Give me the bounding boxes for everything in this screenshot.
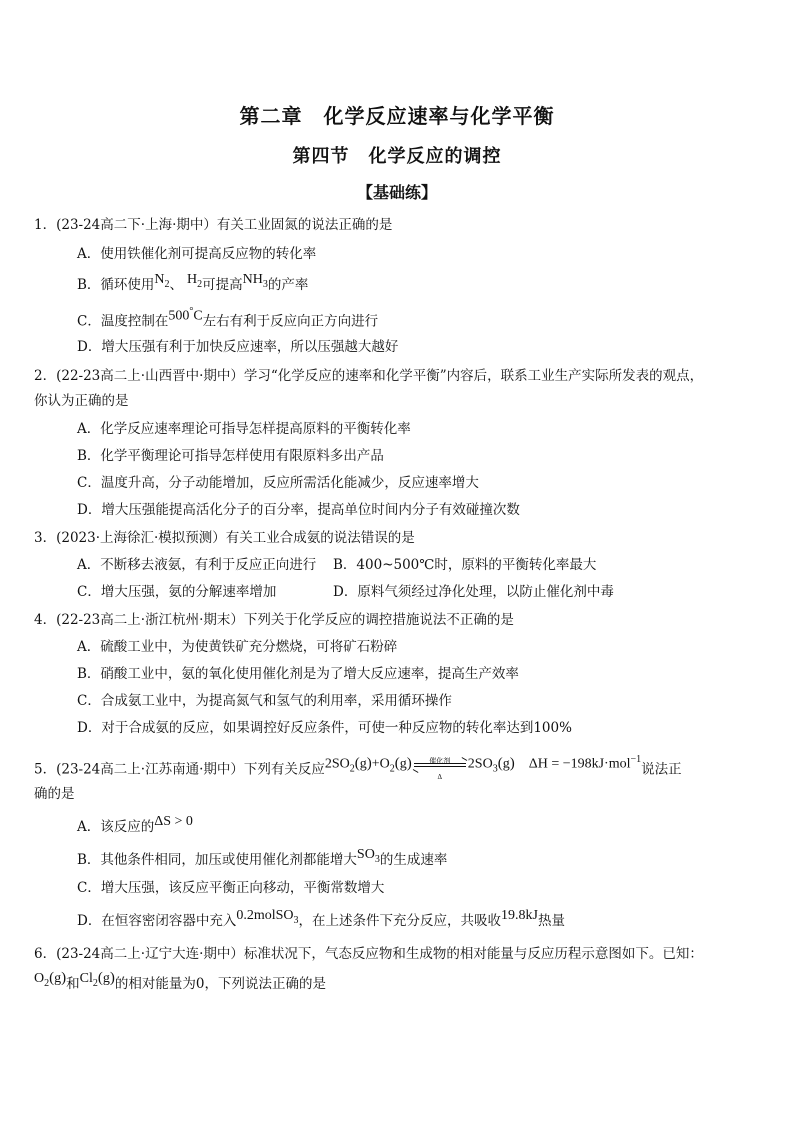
part-title: 【基础练】 (356, 183, 437, 202)
q2-option-d: D．增大压强能提高活化分子的百分率，提高单位时间内分子有效碰撞次数 (77, 502, 520, 518)
q4-option-d: D．对于合成氨的反应，如果调控好反应条件，可使一种反应物的转化率达到100% (77, 720, 572, 736)
q5-option-b: B．其他条件相同，加压或使用催化剂都能增大$SO_3$的生成速率 (77, 847, 448, 868)
q2-option-a: A．化学反应速率理论可指导怎样提高原料的平衡转化率 (77, 421, 411, 437)
q5-option-a: A．该反应的ΔS > 0 (77, 814, 193, 835)
equilibrium-arrow: 催化剂 Δ (412, 756, 468, 772)
q4-stem: 4．(22-23高二上·浙江杭州·期末）下列关于化学反应的调控措施说法不正确的是 (34, 612, 514, 628)
q2-option-b: B．化学平衡理论可指导怎样使用有限原料多出产品 (77, 448, 384, 464)
q6-stem-line2: $O_2(g)$和$Cl_2(g)$的相对能量为0，下列说法正确的是 (34, 970, 326, 992)
q2-option-c: C．温度升高，分子动能增加，反应所需活化能减少，反应速率增大 (77, 475, 479, 491)
q4-option-a: A．硫酸工业中，为使黄铁矿充分燃烧，可将矿石粉碎 (77, 639, 398, 655)
q6-stem-line1: 6．(23-24高二上·辽宁大连·期中）标准状况下，气态反应物和生成物的相对能量与反应历程示意图如下。已知： (34, 946, 703, 962)
q1-stem: 1．(23-24高二下·上海·期中）有关工业固氮的说法正确的是 (34, 217, 393, 233)
q3-stem: 3．(2023·上海徐汇·模拟预测）有关工业合成氨的说法错误的是 (34, 530, 415, 546)
q5-stem-line1: 5．(23-24高二上·江苏南通·期中）下列有关反应$2SO_2(g)+O_2(g)$ 催化剂 Δ $2SO_3(g)$ ΔH = −198kJ·mol$^{-1}$说法正 (34, 757, 682, 784)
q3-option-d: D．原料气须经过净化处理，以防止催化剂中毒 (333, 584, 614, 600)
q5-option-d: D．在恒容密闭容器中充入0.2molSO$_3$，在上述条件下充分反应，共吸收19.8kJ热量 (77, 908, 565, 929)
q4-option-c: C．合成氨工业中，为提高氮气和氢气的利用率，采用循环操作 (77, 693, 452, 709)
q3-option-c: C．增大压强，氨的分解速率增加 (77, 584, 277, 600)
q5-option-c: C．增大压强，该反应平衡正向移动，平衡常数增大 (77, 880, 385, 896)
q1-option-a: A．使用铁催化剂可提高反应物的转化率 (77, 246, 317, 262)
q1-option-c: C．温度控制在500°C左右有利于反应向正方向进行 (77, 306, 379, 330)
section-title: 第四节 化学反应的调控 (292, 146, 502, 167)
q3-option-b: B．400~500℃时，原料的平衡转化率最大 (333, 557, 597, 573)
chapter-title: 第二章 化学反应速率与化学平衡 (239, 104, 555, 128)
q2-stem-line2: 你认为正确的是 (34, 393, 129, 409)
q1-option-d: D．增大压强有利于加快反应速率，所以压强越大越好 (77, 339, 399, 355)
q5-stem-line2: 确的是 (34, 786, 75, 802)
q4-option-b: B．硝酸工业中，氨的氧化使用催化剂是为了增大反应速率，提高生产效率 (77, 666, 519, 682)
q3-option-a: A．不断移去液氨，有利于反应正向进行 (77, 557, 317, 573)
q5-equation: $2SO_2(g)+O_2(g)$ 催化剂 Δ $2SO_3(g)$ ΔH = −198kJ·mol$^{-1}$ (324, 754, 642, 782)
q1-option-b: B．循环使用$N_2$、 $H_2$可提高$NH_3$的产率 (77, 272, 309, 293)
q2-stem-line1: 2．(22-23高二上·山西晋中·期中）学习“化学反应的速率和化学平衡”内容后，联系工业生产实际所发表的观点， (34, 368, 704, 384)
